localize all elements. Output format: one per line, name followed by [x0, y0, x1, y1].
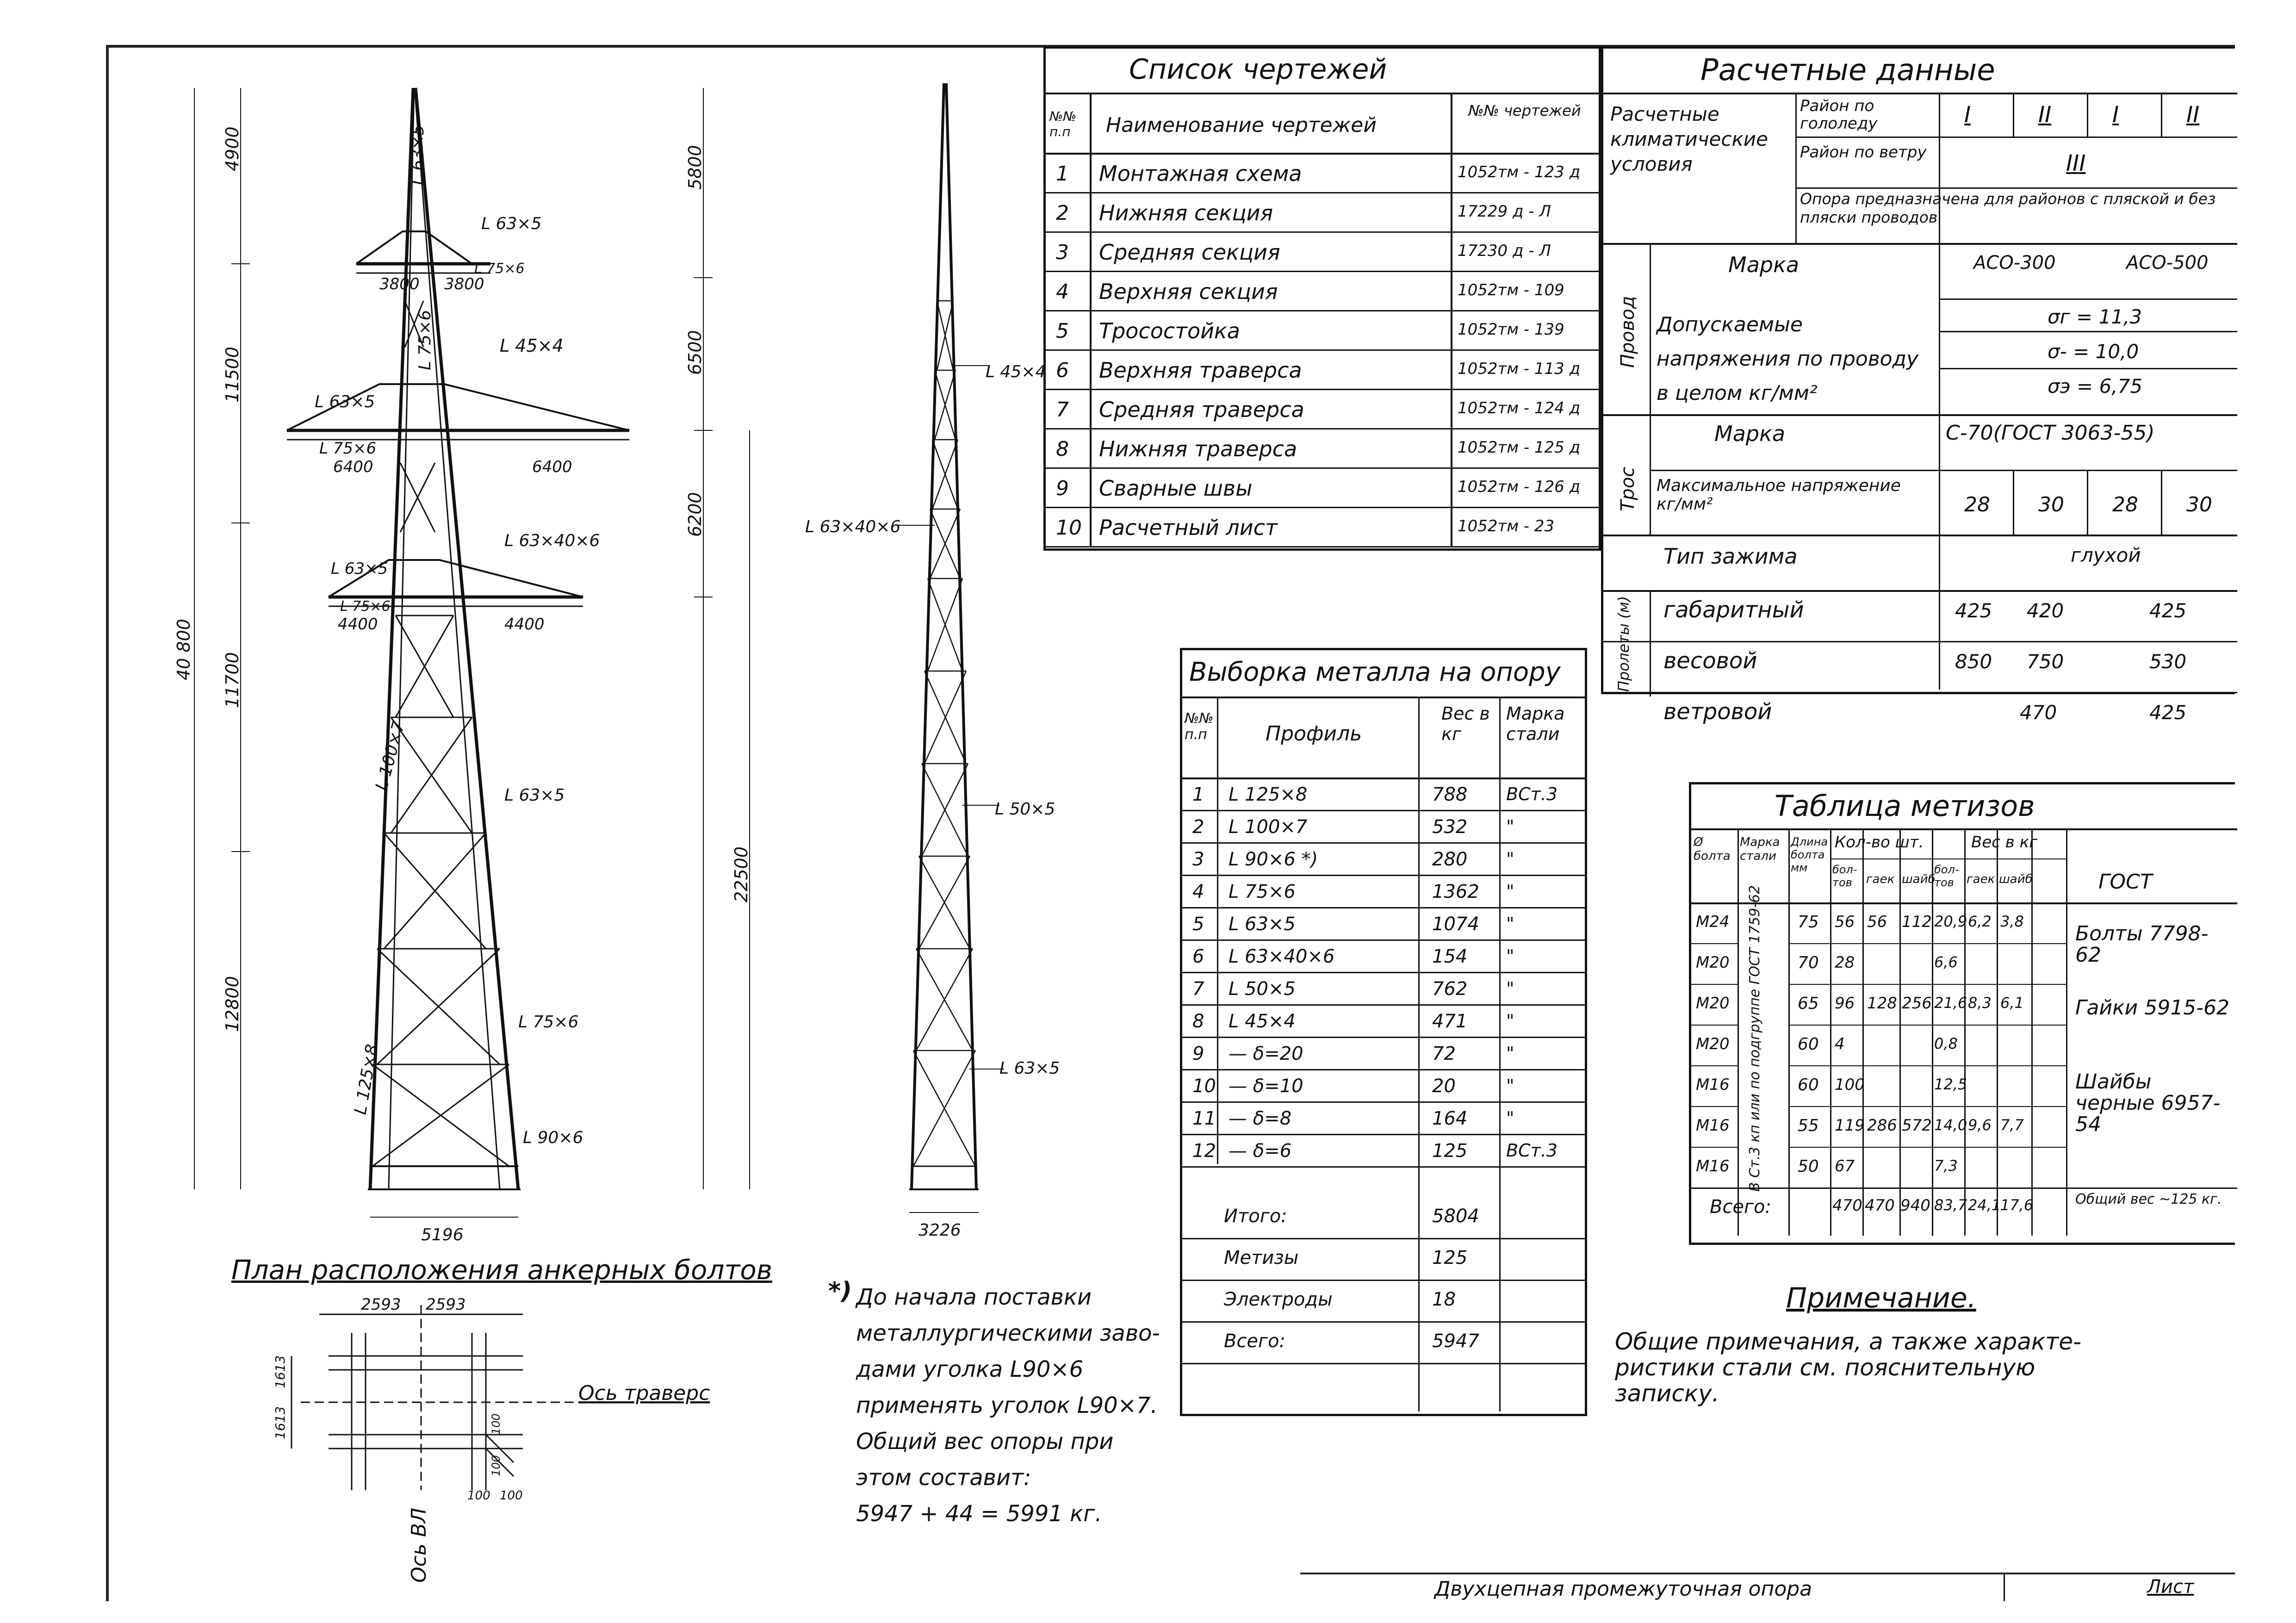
hw-row-diam: М20 — [1696, 1035, 1730, 1053]
footnote-line: 5947 + 44 = 5991 кг. — [856, 1501, 1102, 1527]
title-block-text: Двухцепная промежуточная опора — [1434, 1577, 1812, 1601]
metal-row-profile: L 50×5 — [1229, 978, 1296, 1000]
front-label-1: L 63×5 — [409, 124, 428, 185]
tower-front-view — [139, 69, 833, 1273]
calc-wind-region: Район по ветру — [1800, 143, 1927, 162]
front-label-12: L 63×5 — [504, 786, 565, 805]
metal-total-label: Метизы — [1224, 1247, 1299, 1269]
metal-row-profile: — δ=8 — [1229, 1108, 1292, 1129]
metal-row-profile: L 90×6 *) — [1229, 849, 1318, 870]
metal-row-num: 2 — [1192, 816, 1204, 838]
calc-cable-stress-value: 30 — [2186, 493, 2212, 516]
front-label-7: L 75×6 — [319, 439, 377, 458]
front-width-7: 5196 — [421, 1225, 464, 1244]
front-right-dim-4: 22500 — [731, 846, 751, 902]
footnote-line: применять уголок L90×7. — [856, 1393, 1158, 1418]
front-width-3: 6400 — [333, 458, 373, 476]
side-label-3: L 50×5 — [995, 800, 1055, 819]
hw-row-bolts: 4 — [1835, 1035, 1845, 1053]
calc-ice-value: II — [2186, 102, 2200, 128]
metal-row-profile: — δ=6 — [1229, 1140, 1292, 1162]
note-line: ристики стали см. пояснительную — [1615, 1354, 2035, 1381]
hw-row-len: 55 — [1798, 1116, 1819, 1135]
metal-table — [1180, 648, 1587, 1416]
hw-row-wash: 572 — [1902, 1116, 1932, 1135]
metal-row-steel: " — [1506, 1011, 1514, 1031]
metal-row-weight: 1362 — [1432, 881, 1479, 902]
hw-row-wb: 14,0 — [1934, 1116, 1967, 1134]
drawing-row-name: Тросостойка — [1099, 318, 1240, 343]
hw-row-nuts: 286 — [1867, 1116, 1897, 1135]
hw-row-wb: 21,6 — [1934, 994, 1967, 1012]
metal-col-steel: Марка стали — [1506, 703, 1565, 744]
metal-row-profile: L 45×4 — [1229, 1011, 1296, 1032]
calc-span-name: ветровой — [1663, 699, 1772, 725]
drawing-row-name: Нижняя траверса — [1099, 436, 1297, 461]
anchor-dim-h-2: 2593 — [426, 1296, 466, 1314]
drawing-row-num: 1 — [1056, 162, 1069, 186]
drawing-row-code: 1052тм - 139 — [1458, 320, 1564, 339]
metal-row-num: 12 — [1192, 1140, 1216, 1162]
hw-row-ww: 6,1 — [2000, 994, 2024, 1012]
hw-row-wb: 0,8 — [1934, 1035, 1958, 1052]
hw-row-nuts: 56 — [1867, 913, 1887, 931]
anchor-plan-drawing — [227, 1296, 828, 1583]
hw-row-len: 60 — [1798, 1035, 1819, 1054]
hw-gost: Болты 7798-62 — [2075, 922, 2209, 967]
calc-cable-mark-value: С-70(ГОСТ 3063-55) — [1946, 421, 2155, 445]
calc-wire-mark-2: АСО-500 — [2126, 252, 2209, 274]
hw-total-label: Всего: — [1710, 1196, 1772, 1218]
hw-row-wb: 7,3 — [1934, 1157, 1958, 1175]
calc-wind-value: III — [2066, 150, 2086, 176]
anchor-axis-line: Ось ВЛ — [407, 1507, 431, 1583]
hw-row-bolts: 67 — [1835, 1157, 1855, 1175]
note-line: Общие примечания, а также характе- — [1615, 1328, 2082, 1355]
drawing-row-num: 9 — [1056, 477, 1069, 500]
hw-total-weight: Общий вес ~125 кг. — [2075, 1191, 2222, 1207]
calc-clamp: Тип зажима — [1663, 544, 1798, 569]
front-right-dim-1: 5800 — [685, 145, 705, 190]
hw-row-wb: 20,9 — [1934, 913, 1967, 930]
front-width-1: 3800 — [379, 275, 420, 293]
hw-row-wb: 6,6 — [1934, 953, 1958, 971]
calc-span-value: 530 — [2149, 650, 2187, 673]
hw-row-nuts: 128 — [1867, 994, 1897, 1013]
front-height-4: 12800 — [222, 976, 242, 1032]
anchor-dim-v-2: 1613 — [273, 1406, 288, 1439]
anchor-dim-small-4: 100 — [500, 1489, 523, 1503]
drawing-row-num: 2 — [1056, 201, 1069, 225]
metal-row-steel: " — [1506, 978, 1514, 999]
anchor-plan — [227, 1254, 828, 1587]
drawing-row-num: 5 — [1056, 319, 1069, 343]
metal-row-weight: 471 — [1432, 1011, 1468, 1032]
hardware-title: Таблица метизов — [1775, 789, 2035, 823]
drawing-row-code: 1052тм - 123 д — [1458, 163, 1581, 181]
metal-row-num: 8 — [1192, 1011, 1204, 1032]
hw-row-bolts: 119 — [1835, 1116, 1865, 1135]
metal-row-num: 9 — [1192, 1043, 1204, 1064]
calc-cable-stress-value: 28 — [1964, 493, 1990, 516]
footnote-line: дами уголка L90×6 — [856, 1356, 1084, 1382]
footnote-line: Общий вес опоры при — [856, 1429, 1114, 1455]
drawing-row-name: Верхняя траверса — [1099, 358, 1302, 383]
hw-h-steel: Марка стали — [1740, 835, 1780, 863]
metal-row-steel: " — [1506, 881, 1514, 902]
metal-title: Выборка металла на опору — [1189, 657, 1561, 687]
metal-row-steel: " — [1506, 914, 1514, 934]
hw-row-len: 70 — [1798, 953, 1819, 972]
title-block — [1300, 1573, 2235, 1623]
drawing-row-name: Сварные швы — [1099, 476, 1253, 501]
hw-row-bolts: 28 — [1835, 953, 1855, 972]
drawings-col-num: №№ п.п — [1049, 109, 1077, 139]
hw-h-nuts: гаек — [1866, 872, 1895, 886]
hw-row-diam: М20 — [1696, 953, 1730, 972]
front-right-dim-3: 6200 — [685, 492, 705, 537]
footnote-mark: *) — [828, 1277, 852, 1305]
hw-row-bolts: 96 — [1835, 994, 1855, 1013]
metal-row-num: 4 — [1192, 881, 1204, 902]
hw-row-diam: М24 — [1696, 913, 1730, 931]
side-label-1: L 45×4 — [986, 362, 1046, 381]
calc-data-title: Расчетные данные — [1700, 53, 1995, 87]
calc-span-value: 425 — [2149, 599, 2187, 622]
hw-total-wash: 940 — [1900, 1196, 1930, 1215]
note-block — [1615, 1282, 2235, 1444]
footnote-line: До начала поставки — [856, 1284, 1092, 1310]
metal-row-num: 10 — [1192, 1076, 1216, 1097]
drawings-col-name: Наименование чертежей — [1106, 113, 1377, 137]
calc-span-value: 750 — [2027, 650, 2064, 673]
hw-row-bolts: 100 — [1835, 1076, 1865, 1094]
hw-row-ww: 3,8 — [2000, 913, 2024, 930]
calc-spans-label: Пролеты (м) — [1615, 596, 1632, 692]
hw-row-wn: 9,6 — [1968, 1116, 1992, 1134]
metal-row-profile: L 75×6 — [1229, 881, 1296, 902]
front-label-6: L 63×5 — [315, 392, 375, 411]
metal-row-steel: " — [1506, 1108, 1514, 1128]
hw-row-wn: 8,3 — [1968, 994, 1992, 1012]
metal-row-profile: L 63×40×6 — [1229, 946, 1335, 967]
tower-side-view — [805, 69, 1083, 1254]
side-base-width: 3226 — [918, 1221, 961, 1240]
hw-total-nuts: 470 — [1865, 1196, 1895, 1215]
metal-total-label: Электроды — [1224, 1289, 1333, 1310]
drawings-list-table — [1043, 46, 1601, 551]
footnote-line: металлургическими заво- — [856, 1320, 1160, 1346]
metal-row-weight: 1074 — [1432, 914, 1479, 935]
hw-h-wash: шайб — [1902, 872, 1936, 886]
front-width-2: 3800 — [444, 275, 484, 293]
calc-stress-value: σ- = 10,0 — [2048, 340, 2139, 363]
hw-row-bolts: 56 — [1835, 913, 1855, 931]
calc-ice-region: Район по гололеду — [1800, 97, 1878, 133]
drawing-row-name: Монтажная схема — [1099, 161, 1302, 186]
calc-stress-value: σг = 11,3 — [2048, 305, 2142, 328]
calc-cable-label: Трос — [1617, 466, 1638, 511]
metal-row-weight: 280 — [1432, 849, 1468, 870]
drawing-row-code: 17229 д - Л — [1458, 202, 1551, 221]
calc-span-value: 425 — [2149, 701, 2187, 724]
drawing-row-num: 4 — [1056, 280, 1069, 304]
metal-row-steel: ВСт.3 — [1506, 784, 1558, 804]
metal-row-steel: " — [1506, 1076, 1514, 1096]
hw-total-ww: 17,6 — [2000, 1196, 2034, 1214]
hw-steel-vertical: В Ст.3 кп или по подгруппе ГОСТ 1759-62 — [1747, 885, 1763, 1192]
drawings-list-title: Список чертежей — [1129, 53, 1387, 86]
footnote-line: этом составит: — [856, 1465, 1031, 1491]
metal-row-profile: L 125×8 — [1229, 784, 1308, 805]
calc-clamp-value: глухой — [2071, 544, 2141, 566]
metal-row-steel: " — [1506, 849, 1514, 869]
calc-cable-stress-value: 30 — [2038, 493, 2064, 516]
front-label-5: L 45×4 — [500, 336, 564, 356]
metal-col-num: №№ п.п — [1185, 710, 1214, 743]
hw-total-wb: 83,7 — [1934, 1196, 1967, 1214]
anchor-title: План расположения анкерных болтов — [231, 1254, 772, 1286]
calc-cable-stress: Максимальное напряжение кг/мм² — [1657, 476, 1901, 514]
drawing-row-num: 6 — [1056, 359, 1069, 382]
drawing-row-code: 1052тм - 124 д — [1458, 399, 1581, 417]
metal-row-num: 5 — [1192, 914, 1204, 935]
calc-span-name: весовой — [1663, 648, 1757, 674]
metal-row-num: 3 — [1192, 849, 1204, 870]
hw-h-qty: Кол-во шт. — [1835, 833, 1924, 852]
metal-total-label: Итого: — [1224, 1206, 1287, 1227]
calc-span-name: габаритный — [1663, 597, 1804, 623]
hw-h-diam: Ø болта — [1694, 835, 1731, 863]
metal-total-value: 5947 — [1432, 1331, 1479, 1352]
drawing-row-num: 10 — [1056, 516, 1082, 540]
metal-row-weight: 762 — [1432, 978, 1468, 1000]
calc-stress-label: Допускаемые напряжения по проводу в целом кг/мм² — [1657, 313, 1919, 405]
calc-cable-stress-value: 28 — [2112, 493, 2138, 516]
metal-total-label: Всего: — [1224, 1331, 1286, 1352]
metal-row-profile: — δ=20 — [1229, 1043, 1303, 1064]
hw-h-nuts-w: гаек — [1967, 872, 1995, 886]
metal-row-steel: " — [1506, 1043, 1514, 1063]
hw-row-wb: 12,5 — [1934, 1076, 1967, 1093]
metal-row-num: 6 — [1192, 946, 1204, 967]
front-label-4: L 75×6 — [416, 310, 434, 370]
metal-row-profile: — δ=10 — [1229, 1076, 1303, 1097]
hw-row-wash: 112 — [1902, 913, 1932, 931]
calc-note: Опора предназначена для районов с пляской и без пляски проводов — [1800, 190, 2216, 226]
drawing-row-name: Средняя траверса — [1099, 397, 1304, 422]
calc-ice-value: I — [2112, 102, 2119, 128]
drawing-row-code: 1052тм - 23 — [1458, 517, 1555, 535]
side-label-4: L 63×5 — [999, 1059, 1060, 1078]
calc-span-value: 420 — [2027, 599, 2064, 622]
hw-total-bolts: 470 — [1832, 1196, 1862, 1215]
drawing-row-code: 1052тм - 125 д — [1458, 438, 1581, 457]
calc-ice-value: I — [1964, 102, 1971, 128]
metal-row-weight: 164 — [1432, 1108, 1468, 1129]
metal-row-steel: ВСт.3 — [1506, 1140, 1558, 1161]
front-label-15: L 90×6 — [523, 1128, 583, 1147]
drawing-row-num: 7 — [1056, 398, 1069, 422]
hw-gost: Гайки 5915-62 — [2075, 996, 2230, 1020]
hw-row-len: 60 — [1798, 1076, 1819, 1094]
front-label-3: L 75×6 — [474, 261, 525, 277]
drawing-row-name: Нижняя секция — [1099, 200, 1273, 225]
hw-row-len: 50 — [1798, 1157, 1819, 1176]
drawing-row-name: Расчетный лист — [1099, 515, 1278, 540]
metal-row-weight: 154 — [1432, 946, 1468, 967]
hw-gost: Шайбы черные 6957-54 — [2075, 1070, 2221, 1136]
metal-row-weight: 20 — [1432, 1076, 1456, 1097]
hw-h-len: Длина болта мм — [1791, 835, 1828, 874]
front-width-6: 4400 — [504, 615, 545, 634]
front-height-1: 4900 — [222, 126, 242, 171]
front-label-13: L 75×6 — [518, 1013, 579, 1032]
drawings-col-code: №№ чертежей — [1468, 102, 1581, 119]
hw-row-ww: 7,7 — [2000, 1116, 2024, 1134]
hw-row-diam: М20 — [1696, 994, 1730, 1013]
hw-row-wn: 6,2 — [1968, 913, 1992, 930]
calc-cable-mark: Марка — [1714, 421, 1786, 446]
hw-row-len: 65 — [1798, 994, 1819, 1013]
calc-stress-value: σэ = 6,75 — [2048, 375, 2143, 398]
note-line: записку. — [1615, 1380, 1719, 1407]
hw-h-wash-w: шайб — [1999, 872, 2033, 886]
hw-row-diam: М16 — [1696, 1116, 1730, 1135]
anchor-dim-small-2: 100 — [490, 1455, 503, 1476]
metal-row-num: 11 — [1192, 1108, 1216, 1129]
calc-span-value: 470 — [2020, 701, 2057, 724]
metal-row-steel: " — [1506, 816, 1514, 837]
drawing-row-name: Верхняя секция — [1099, 279, 1278, 304]
hw-h-gost: ГОСТ — [2098, 870, 2153, 894]
hw-row-diam: М16 — [1696, 1157, 1730, 1175]
metal-row-weight: 125 — [1432, 1140, 1468, 1162]
drawing-row-num: 8 — [1056, 437, 1069, 461]
metal-col-profile: Профиль — [1266, 722, 1362, 746]
hw-row-diam: М16 — [1696, 1076, 1730, 1094]
front-label-8: L 63×40×6 — [504, 531, 600, 550]
metal-row-weight: 532 — [1432, 816, 1468, 838]
anchor-dim-h-1: 2593 — [361, 1296, 401, 1314]
anchor-dim-small-3: 100 — [467, 1489, 490, 1503]
calc-data-table — [1601, 46, 2235, 725]
title-block-sheet: Лист — [2147, 1576, 2194, 1598]
hw-h-bolts: бол-тов — [1832, 863, 1857, 889]
metal-total-value: 5804 — [1432, 1206, 1479, 1227]
calc-ice-value: II — [2038, 102, 2052, 128]
hardware-table — [1689, 782, 2235, 1245]
front-width-4: 6400 — [532, 458, 572, 476]
metal-col-weight: Вес в кг — [1441, 703, 1490, 744]
front-right-dim-2: 6500 — [685, 330, 705, 375]
calc-climatic: Расчетные климатические условия — [1610, 103, 1768, 175]
hw-row-len: 75 — [1798, 913, 1819, 932]
calc-span-value: 425 — [1955, 599, 1992, 622]
front-total-height: 40 800 — [174, 619, 194, 680]
front-width-5: 4400 — [338, 615, 378, 634]
metal-row-steel: " — [1506, 946, 1514, 966]
metal-row-num: 7 — [1192, 978, 1204, 1000]
drawing-row-code: 17230 д - Л — [1458, 242, 1551, 260]
note-title: Примечание. — [1786, 1282, 1976, 1314]
calc-wire-label: Провод — [1617, 296, 1638, 368]
metal-row-profile: L 100×7 — [1229, 816, 1308, 838]
drawing-row-name: Средняя секция — [1099, 240, 1280, 265]
calc-span-value: 850 — [1955, 650, 1992, 673]
side-label-2: L 63×40×6 — [805, 517, 901, 536]
calc-wire-mark-1: АСО-300 — [1973, 252, 2056, 274]
anchor-axis-traverse: Ось траверс — [578, 1381, 710, 1405]
metal-total-value: 18 — [1432, 1289, 1456, 1310]
drawing-row-code: 1052тм - 109 — [1458, 281, 1564, 299]
hw-row-wash: 256 — [1902, 994, 1932, 1013]
hw-total-wn: 24,1 — [1968, 1196, 2001, 1214]
metal-total-value: 125 — [1432, 1247, 1468, 1269]
drawing-row-code: 1052тм - 113 д — [1458, 360, 1581, 378]
calc-wire-mark: Марка — [1728, 252, 1800, 277]
drawing-row-code: 1052тм - 126 д — [1458, 478, 1581, 496]
anchor-dim-small-1: 100 — [490, 1413, 503, 1435]
metal-row-weight: 788 — [1432, 784, 1468, 805]
metal-row-profile: L 63×5 — [1229, 914, 1296, 935]
hw-h-bolts-w: бол-тов — [1934, 863, 1959, 889]
front-height-3: 11700 — [222, 652, 242, 708]
front-label-9: L 63×5 — [331, 560, 388, 578]
hw-h-wt: Вес в кг — [1971, 833, 2037, 852]
metal-row-weight: 72 — [1432, 1043, 1456, 1064]
footnote — [828, 1277, 1180, 1555]
front-label-14: L 125×8 — [351, 1043, 382, 1116]
front-height-2: 11500 — [222, 347, 242, 403]
drawing-row-num: 3 — [1056, 241, 1069, 264]
front-label-2: L 63×5 — [481, 214, 542, 233]
anchor-dim-v-1: 1613 — [273, 1355, 288, 1388]
front-label-10: L 75×6 — [340, 598, 391, 615]
front-label-11: L 100×7 — [372, 719, 409, 793]
metal-row-num: 1 — [1192, 784, 1204, 805]
